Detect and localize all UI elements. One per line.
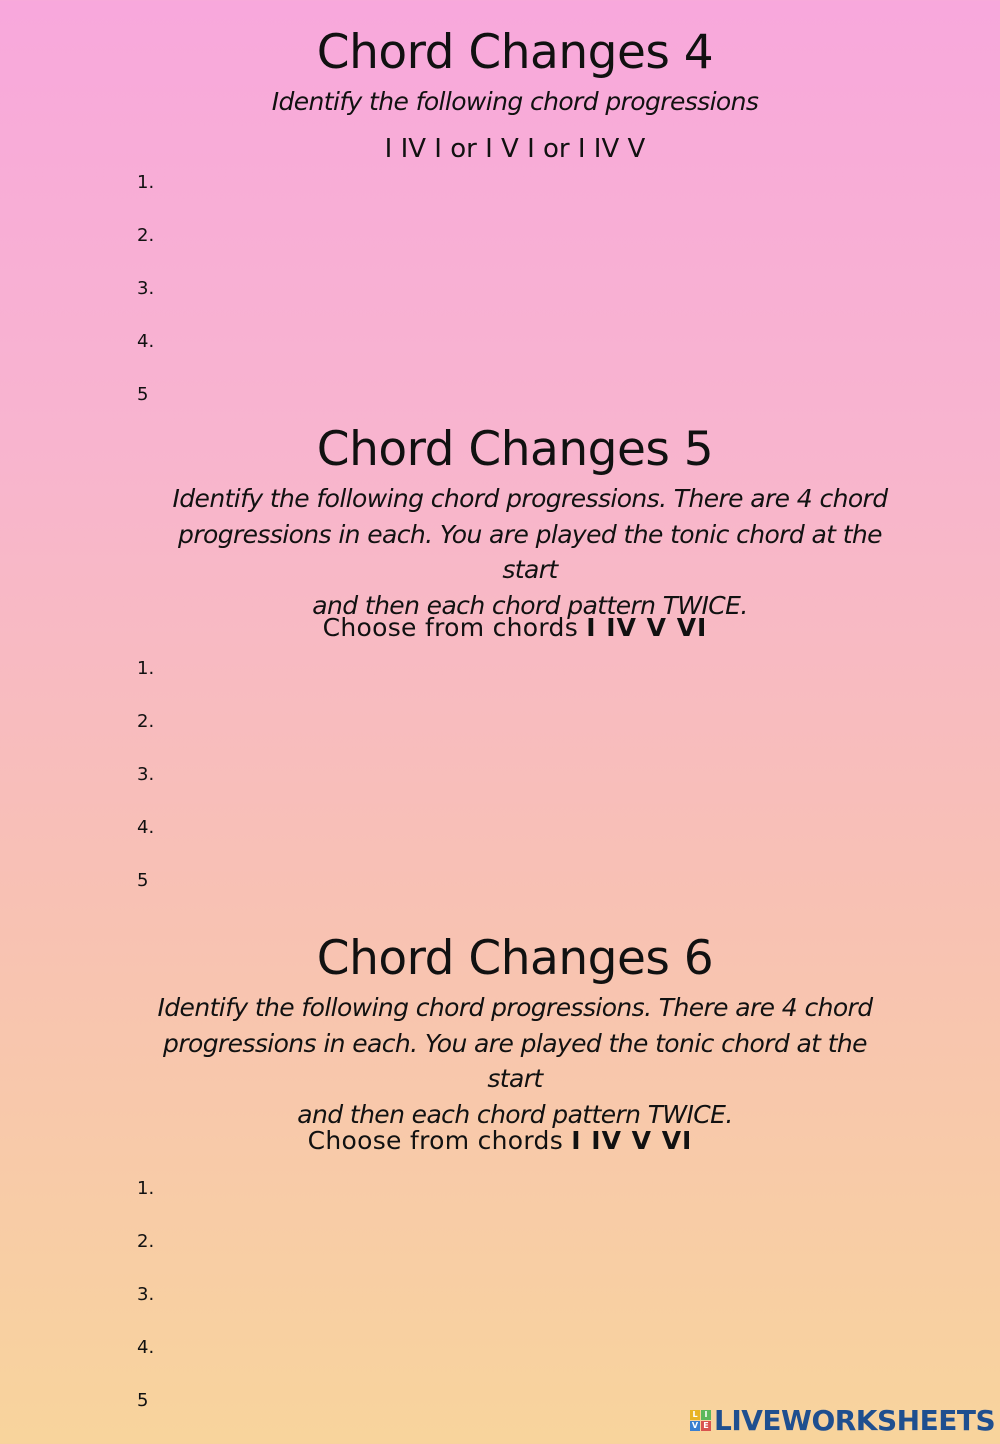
section5-item-5-number: 5 bbox=[137, 870, 149, 891]
section6-choose-line bbox=[0, 1123, 1000, 1159]
section5-instruction-line-1: Identify the following chord progressions. There are 4 chord bbox=[172, 484, 888, 513]
section5-choose-prefix: Choose from chords bbox=[322, 613, 587, 642]
section6-instruction-line-2: progressions in each. You are played the tonic chord at the start bbox=[163, 1028, 867, 1093]
section5-choose-chords: I IV V VI bbox=[586, 613, 708, 642]
section4-item-3-number: 3. bbox=[137, 278, 155, 299]
section5-instruction bbox=[150, 481, 910, 623]
section5-item-3-number: 3. bbox=[137, 764, 155, 785]
section5-choose-line bbox=[0, 610, 1000, 646]
section6-instruction bbox=[135, 990, 895, 1132]
liveworksheets-logo-text: LIVEWORKSHEETS bbox=[714, 1403, 996, 1437]
section6-instruction-line-1: Identify the following chord progressions. There are 4 chord bbox=[157, 993, 873, 1022]
logo-mark-v: V bbox=[691, 1420, 699, 1430]
section4-title: Chord Changes 4 bbox=[316, 25, 714, 80]
section6-item-2-number: 2. bbox=[137, 1231, 155, 1252]
section4-item-5-number: 5 bbox=[137, 384, 149, 405]
section6-choose-prefix: Choose from chords bbox=[307, 1126, 572, 1155]
section6-item-4-number: 4. bbox=[137, 1337, 155, 1358]
section5-title: Chord Changes 5 bbox=[316, 422, 714, 477]
section4-item-1-number: 1. bbox=[137, 172, 155, 193]
logo-mark-e: E bbox=[701, 1421, 711, 1431]
section4-choices: I IV I or I V I or I IV V bbox=[384, 134, 646, 164]
section4-item-4-number: 4. bbox=[137, 331, 155, 352]
section4-instruction: Identify the following chord progressions bbox=[271, 87, 759, 116]
logo-mark-l: L bbox=[690, 1410, 700, 1420]
liveworksheets-mark-icon bbox=[690, 1410, 711, 1431]
section5-item-2-number: 2. bbox=[137, 711, 155, 732]
section6-item-5-number: 5 bbox=[137, 1390, 149, 1411]
section5-item-1-number: 1. bbox=[137, 658, 155, 679]
section5-item-4-number: 4. bbox=[137, 817, 155, 838]
section6-instruction-line-3: and then each chord pattern TWICE. bbox=[297, 1099, 733, 1129]
logo-mark-i: I bbox=[701, 1410, 711, 1420]
section6-title: Chord Changes 6 bbox=[316, 931, 714, 986]
section4-item-2-number: 2. bbox=[137, 225, 155, 246]
section6-item-1-number: 1. bbox=[137, 1178, 155, 1199]
section5-instruction-line-2: progressions in each. You are played the tonic chord at the start bbox=[178, 519, 882, 584]
liveworksheets-logo[interactable] bbox=[690, 1400, 995, 1440]
section6-choose-chords: I IV V VI bbox=[571, 1126, 693, 1155]
section5-instruction-line-3: and then each chord pattern TWICE. bbox=[312, 590, 748, 620]
section6-item-3-number: 3. bbox=[137, 1284, 155, 1305]
